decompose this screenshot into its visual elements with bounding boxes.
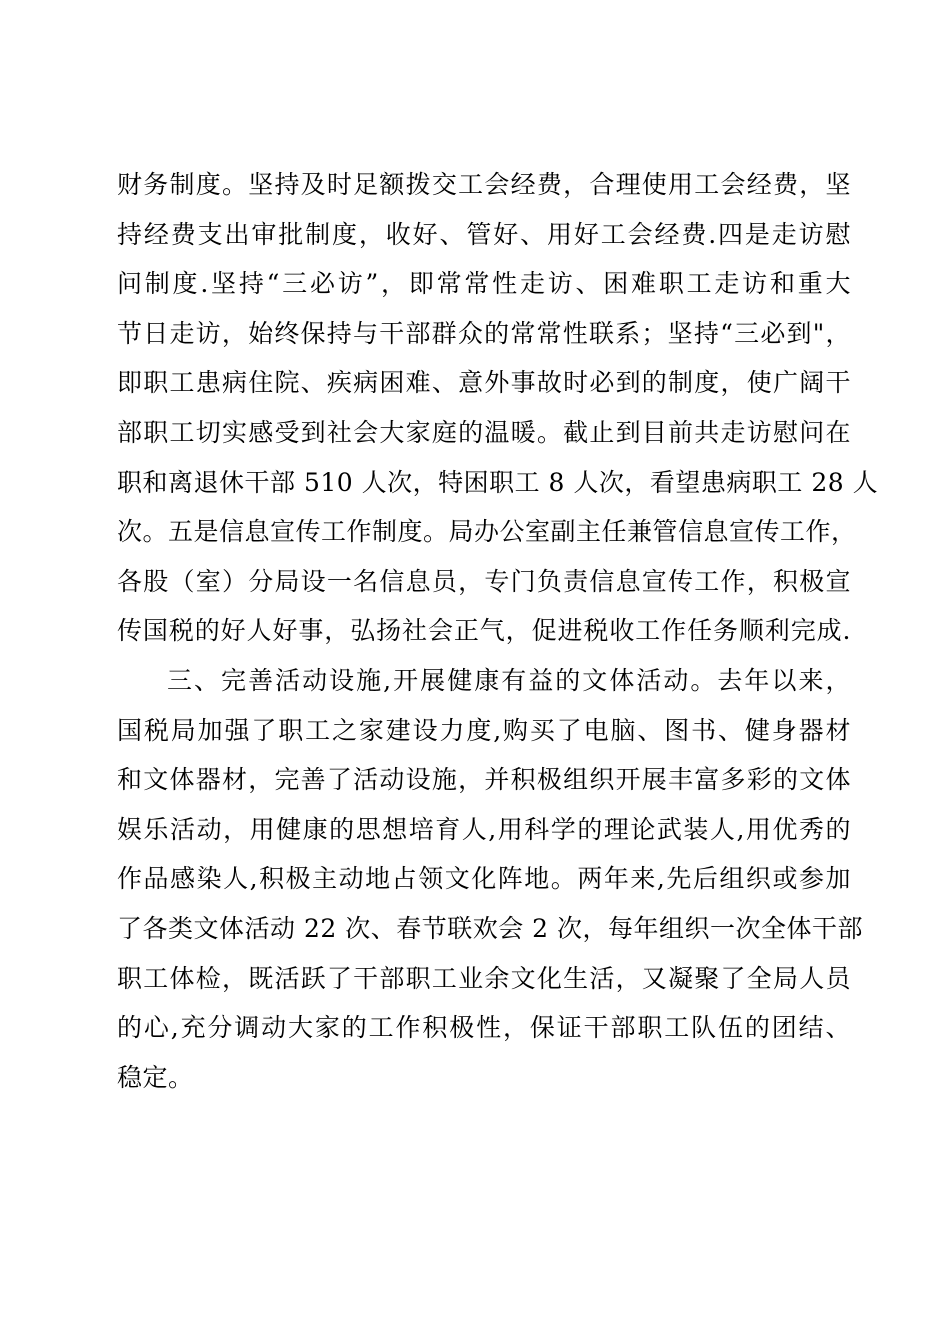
text-line: 了各类文体活动 22 次、春节联欢会 2 次，每年组织一次全体干部 — [117, 913, 864, 943]
text-line: 国税局加强了职工之家建设力度,购买了电脑、图书、健身器材 — [117, 715, 851, 745]
text-line: 传国税的好人好事，弘扬社会正气，促进税收工作任务顺利完成. — [117, 616, 851, 646]
text-line: 次。五是信息宣传工作制度。局办公室副主任兼管信息宣传工作， — [117, 517, 857, 547]
text-line: 财务制度。坚持及时足额拨交工会经费，合理使用工会经费，坚 — [117, 170, 851, 199]
text-line: 的心,充分调动大家的工作积极性，保证干部职工队伍的团结、 — [117, 1013, 851, 1043]
text-line: 节日走访，始终保持与干部群众的常常性联系；坚持“三必到"， — [117, 318, 851, 348]
text-line: 职和离退休干部 510 人次，特困职工 8 人次，看望患病职工 28 人 — [117, 467, 879, 497]
text-line: 作品感染人,积极主动地占领文化阵地。两年来,先后组织或参加 — [117, 864, 851, 894]
text-line: 娱乐活动，用健康的思想培育人,用科学的理论武装人,用优秀的 — [117, 814, 851, 844]
body-text — [117, 160, 879, 1102]
section-heading-line: 三、完善活动设施,开展健康有益的文体活动。去年以来， — [167, 665, 851, 695]
text-line: 各股（室）分局设一名信息员，专门负责信息宣传工作，积极宣 — [117, 566, 851, 596]
text-line: 稳定。 — [117, 1062, 194, 1092]
text-line: 问制度.坚持“三必访”，即常常性走访、困难职工走访和重大 — [117, 269, 851, 299]
text-line: 部职工切实感受到社会大家庭的温暖。截止到目前共走访慰问在 — [117, 417, 851, 447]
text-line: 和文体器材，完善了活动设施，并积极组织开展丰富多彩的文体 — [117, 765, 851, 795]
text-line: 职工体检，既活跃了干部职工业余文化生活，又凝聚了全局人员 — [117, 963, 851, 993]
text-line: 即职工患病住院、疾病困难、意外事故时必到的制度，使广阔干 — [117, 368, 851, 398]
text-line: 持经费支出审批制度，收好、管好、用好工会经费.四是走访慰 — [117, 219, 851, 249]
